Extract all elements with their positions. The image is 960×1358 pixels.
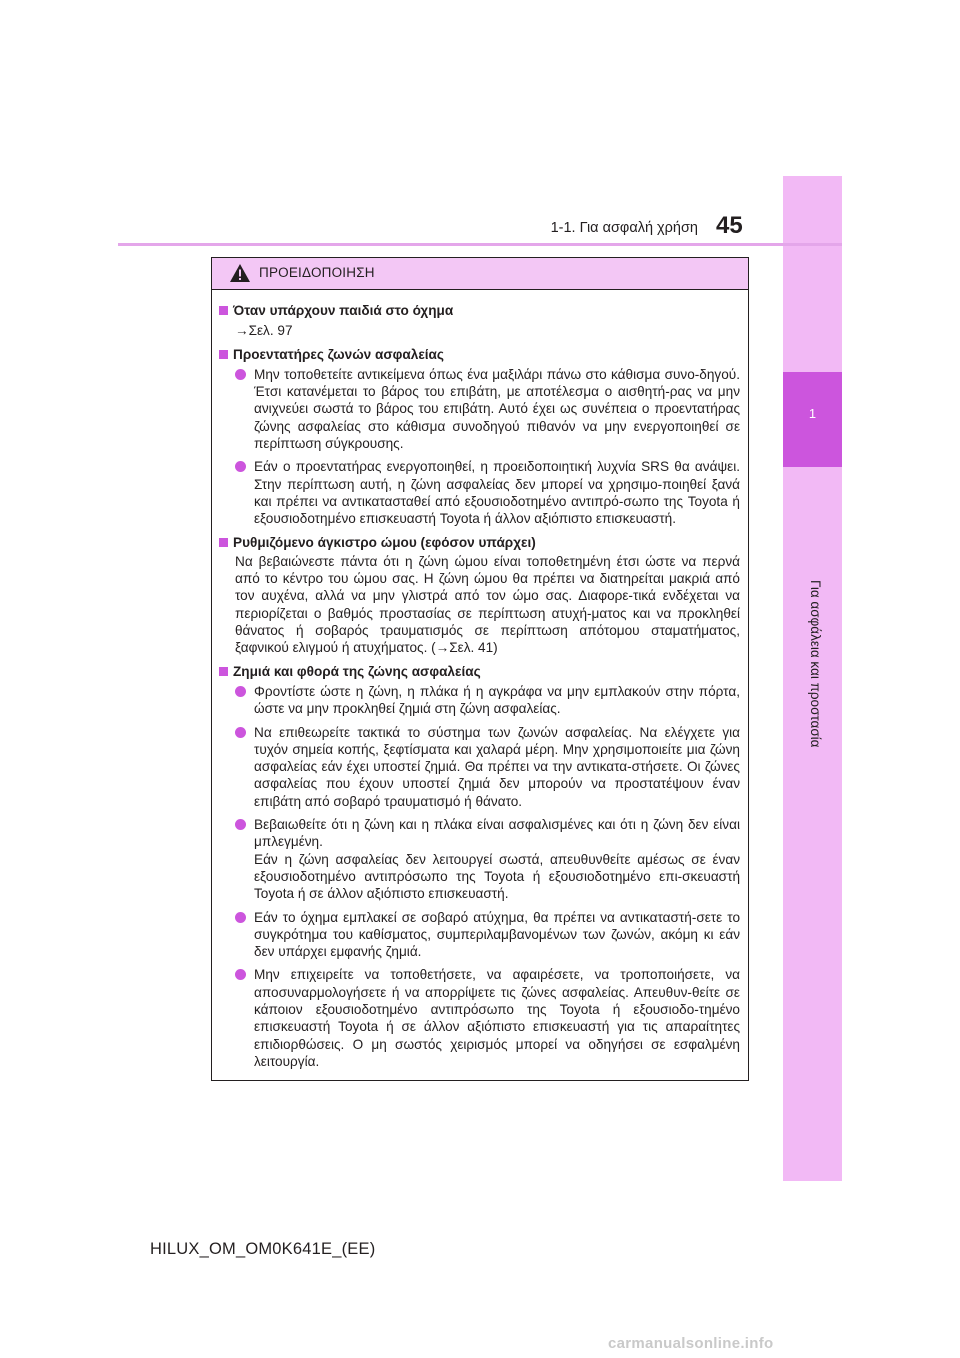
square-bullet-icon bbox=[219, 306, 228, 315]
round-bullet-icon bbox=[235, 969, 246, 980]
round-bullet-icon bbox=[235, 686, 246, 697]
bullet-item bbox=[219, 966, 740, 1070]
bullet-item bbox=[219, 458, 740, 527]
bullet-text: Εάν ο προεντατήρας ενεργοποιηθεί, η προειδοποιητική λυχνία SRS θα ανάψει. Στην περίπτωση αυτή, η ζώνη ασφαλείας δεν μπορεί να χρησιμο-ποιηθεί ξανά και πρέπει να αντικατασταθεί από εξουσιοδοτημένο αντιπρό-σωπο της Toyota ή εξουσιοδοτημένο επισκευαστή Toyota ή άλλον αξιόπιστο επισκευαστή. bbox=[254, 459, 740, 527]
section-heading-text: Ρυθμιζόμενο άγκιστρο ώμου (εφόσον υπάρχει) bbox=[233, 534, 536, 550]
bullet-item bbox=[219, 683, 740, 718]
bullet-text: Βεβαιωθείτε ότι η ζώνη και η πλάκα είναι ασφαλισμένες και ότι η ζώνη δεν είναι μπλεγμένη. Εάν η ζώνη ασφαλείας δεν λειτουργεί σωστά, απευθυνθείτε αμέσως σε έναν εξουσιοδοτημένο αντιπρόσωπο της Toyota ή εξουσιοδοτημένο επι-σκευαστή Toyota ή σε άλλον αξιόπιστο επισκευαστή. bbox=[254, 817, 740, 902]
section-paragraph: Να βεβαιώνεστε πάντα ότι η ζώνη ώμου είναι τοποθετημένη έτσι ώστε να περνά από το κέντρο του ώμου σας. Η ζώνη ώμου θα πρέπει να διατηρείται μακριά από τον αυχένα, αλλά να μην γλιστρά από τον ώμο σας. Διαφορε-τικά ενδέχεται να περιορίζεται ο βαθμός προστασίας σε περίπτωση ατυχή-ματος και να προκληθεί θάνατος ή σοβαρός τραυματισμός σε περίπτωση απότομου σταματήματος, ξαφνικού ελιγμού ή ατυχήματος. (→Σελ. 41) bbox=[235, 553, 740, 656]
bullet-text: Μην επιχειρείτε να τοποθετήσετε, να αφαιρέσετε, να τροποποιήσετε, να αποσυναρμολογήσετε ή να απορρίψετε τις ζώνες ασφαλείας. Απευθυν-θείτε σε κάποιον εξουσιοδοτημένο αντιπρόσωπο της Toyota ή εξουσιοδο-τημένο επισκευαστή Toyota ή σε άλλον αξιόπιστο επισκευαστή για τις απαραίτητες επιδιορθώσεις. Ο μη σωστός χειρισμός μπορεί να οδηγήσει σε εσφαλμένη λειτουργία. bbox=[254, 967, 740, 1069]
section-heading bbox=[219, 302, 740, 319]
round-bullet-icon bbox=[235, 912, 246, 923]
chapter-number: 1 bbox=[808, 406, 817, 421]
section-heading-text: Όταν υπάρχουν παιδιά στο όχημα bbox=[233, 303, 454, 318]
page-number: 45 bbox=[716, 212, 743, 239]
square-bullet-icon bbox=[219, 350, 228, 359]
chapter-title: Για ασφάλεια και προστασία bbox=[808, 580, 823, 748]
header-divider bbox=[118, 243, 842, 246]
bullet-text: Μην τοποθετείτε αντικείμενα όπως ένα μαξιλάρι πάνω στο κάθισμα συνο-δηγού. Έτσι κατανέμεται το βάρος του επιβάτη, με αποτέλεσμα ο αισθητή-ρας να μην ανιχνεύει σωστά το βάρος του επιβάτη. Αυτό έχει ως συνέπεια ο προεντατήρας ζώνης ασφαλείας στο κάθισμα συνοδηγού πιθανόν να μην ενεργοποιηθεί σε περίπτωση σύγκρουσης. bbox=[254, 366, 740, 452]
warning-content bbox=[212, 290, 748, 1070]
bullet-item bbox=[219, 724, 740, 810]
bullet-text: Να επιθεωρείτε τακτικά το σύστημα των ζωνών ασφαλείας. Να ελέγχετε για τυχόν σημεία κοπής, ξεφτίσματα και χαλαρά μέρη. Μην χρησιμοποιείτε μια ζώνη ασφαλείας εάν έχει υποστεί ζημιά. Θα πρέπει να την αντικατα-στήσετε. Οι ζώνες ασφαλείας που έχουν υποστεί ζημιά δεν μπορούν να προστατέψουν έναν επιβάτη από σοβαρό τραυματισμό ή θάνατο. bbox=[254, 724, 740, 809]
bullet-item bbox=[219, 909, 740, 961]
square-bullet-icon bbox=[219, 538, 228, 547]
warning-title: ΠΡΟΕΙΔΟΠΟΙΗΣΗ bbox=[259, 265, 375, 280]
round-bullet-icon bbox=[235, 461, 246, 472]
section-heading bbox=[219, 534, 740, 551]
round-bullet-icon bbox=[235, 369, 246, 380]
square-bullet-icon bbox=[219, 667, 228, 676]
watermark: carmanualsonline.info bbox=[608, 1335, 774, 1352]
bullet-item bbox=[219, 366, 740, 452]
bullet-text: Εάν το όχημα εμπλακεί σε σοβαρό ατύχημα, θα πρέπει να αντικαταστή-σετε το συγκρότημα του καθίσματος, συμπεριλαμβανομένων των ζωνών, ακόμη κι εάν δεν υπάρχει εμφανής ζημιά. bbox=[254, 909, 740, 960]
warning-box bbox=[211, 257, 749, 1081]
section-heading-text: Προεντατήρες ζωνών ασφαλείας bbox=[233, 346, 444, 362]
round-bullet-icon bbox=[235, 727, 246, 738]
section-heading bbox=[219, 663, 740, 680]
section-heading-text: Ζημιά και φθορά της ζώνης ασφαλείας bbox=[233, 663, 481, 679]
header-section-title: 1-1. Για ασφαλή χρήση bbox=[550, 220, 698, 236]
round-bullet-icon bbox=[235, 819, 246, 830]
bullet-text: Φροντίστε ώστε η ζώνη, η πλάκα ή η αγκράφα να μην εμπλακούν στην πόρτα, ώστε να μην προκληθεί ζημιά στη ζώνη ασφαλείας. bbox=[254, 683, 740, 717]
warning-header bbox=[212, 258, 748, 290]
section-heading bbox=[219, 346, 740, 363]
document-code: HILUX_OM_OM0K641E_(EE) bbox=[150, 1240, 376, 1258]
bullet-item bbox=[219, 816, 740, 902]
warning-triangle-icon bbox=[229, 263, 251, 283]
page-reference: →Σελ. 97 bbox=[235, 323, 293, 339]
